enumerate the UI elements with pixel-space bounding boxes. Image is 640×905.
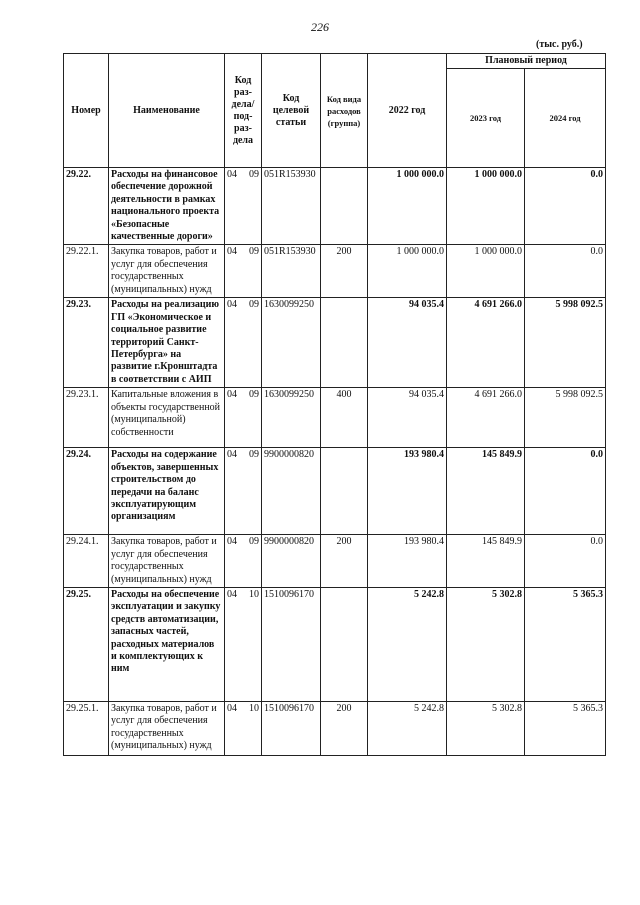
row-razdel-code: 04 [227, 588, 237, 600]
row-razdel [225, 388, 262, 448]
row-name: Расходы на финансовое обеспечение дорожной деятельности в рамках национального проекта «Безопасные качественные дороги» [109, 168, 225, 245]
row-name: Расходы на реализацию ГП «Экономическое и социальное развитие территорий Санкт-Петербурга» на развитие г.Кронштадта в соответствии с АИП [109, 298, 225, 388]
table-row [64, 168, 606, 245]
row-vid [321, 168, 368, 245]
row-name: Капитальные вложения в объекты государственной (муниципальной) собственности [109, 388, 225, 448]
header-year-2022: 2022 год [368, 54, 447, 168]
table-row [64, 298, 606, 388]
header-name: Наименование [109, 54, 225, 168]
row-razdel-code: 04 [227, 246, 237, 258]
row-name: Закупка товаров, работ и услуг для обеспечения государственных (муниципальных) нужд [109, 701, 225, 755]
row-2022: 193 980.4 [368, 535, 447, 588]
row-podrazdel-code: 10 [249, 588, 259, 600]
row-target: 9900000820 [262, 448, 321, 535]
row-target: 051R153930 [262, 245, 321, 298]
units-label: (тыс. руб.) [536, 39, 583, 50]
table-row [64, 587, 606, 701]
header-target: Код целевой статьи [262, 54, 321, 168]
row-number: 29.22. [64, 168, 109, 245]
row-2022: 5 242.8 [368, 587, 447, 701]
row-2023: 145 849.9 [447, 535, 525, 588]
row-podrazdel-code: 09 [249, 246, 259, 258]
row-podrazdel-code: 09 [249, 169, 259, 180]
row-2023: 5 302.8 [447, 701, 525, 755]
row-number: 29.23. [64, 298, 109, 388]
row-2024: 0.0 [525, 448, 606, 535]
row-vid: 200 [321, 245, 368, 298]
row-2023: 4 691 266.0 [447, 388, 525, 448]
row-2024: 0.0 [525, 535, 606, 588]
row-2024: 5 998 092.5 [525, 388, 606, 448]
row-razdel [225, 448, 262, 535]
header-nomer: Номер [64, 54, 109, 168]
row-target: 1510096170 [262, 701, 321, 755]
page-number: 226 [311, 20, 329, 34]
row-razdel [225, 168, 262, 245]
row-2022: 94 035.4 [368, 388, 447, 448]
row-2023: 5 302.8 [447, 587, 525, 701]
row-razdel [225, 535, 262, 588]
row-number: 29.22.1. [64, 245, 109, 298]
row-vid [321, 298, 368, 388]
table-body [64, 168, 606, 756]
row-podrazdel-code: 10 [249, 702, 259, 714]
row-2024: 5 998 092.5 [525, 298, 606, 388]
budget-table [63, 53, 606, 756]
row-2023: 1 000 000.0 [447, 245, 525, 298]
row-number: 29.25.1. [64, 701, 109, 755]
row-razdel-code: 04 [227, 389, 237, 401]
row-2022: 1 000 000.0 [368, 168, 447, 245]
row-razdel-code: 04 [227, 449, 237, 461]
row-2024: 5 365.3 [525, 701, 606, 755]
header-year-2023: 2023 год [447, 69, 525, 168]
row-razdel [225, 701, 262, 755]
table-row [64, 701, 606, 755]
row-target: 9900000820 [262, 535, 321, 588]
row-target: 1630099250 [262, 388, 321, 448]
row-podrazdel-code: 09 [249, 536, 259, 548]
row-name: Расходы на обеспечение эксплуатации и закупку средств автоматизации, запасных частей, расходных материалов и комплектующих к ним [109, 587, 225, 701]
row-razdel-code: 04 [227, 702, 237, 714]
row-2024: 5 365.3 [525, 587, 606, 701]
row-target: 051R153930 [262, 168, 321, 245]
row-name: Закупка товаров, работ и услуг для обеспечения государственных (муниципальных) нужд [109, 245, 225, 298]
row-2022: 5 242.8 [368, 701, 447, 755]
table-row [64, 245, 606, 298]
table-row [64, 535, 606, 588]
row-vid: 200 [321, 535, 368, 588]
row-podrazdel-code: 09 [249, 449, 259, 461]
row-2022: 1 000 000.0 [368, 245, 447, 298]
row-razdel-code: 04 [227, 536, 237, 548]
header-vid: Код вида расходов (группа) [321, 54, 368, 168]
row-podrazdel-code: 09 [249, 299, 259, 311]
row-razdel-code: 04 [227, 169, 237, 180]
row-vid: 200 [321, 701, 368, 755]
header-planned-period: Плановый период [447, 54, 606, 69]
row-vid: 400 [321, 388, 368, 448]
row-target: 1630099250 [262, 298, 321, 388]
row-razdel [225, 245, 262, 298]
row-2023: 145 849.9 [447, 448, 525, 535]
row-2023: 1 000 000.0 [447, 168, 525, 245]
table-row [64, 388, 606, 448]
row-vid [321, 587, 368, 701]
row-number: 29.25. [64, 587, 109, 701]
row-2023: 4 691 266.0 [447, 298, 525, 388]
header-year-2024: 2024 год [525, 69, 606, 168]
row-number: 29.23.1. [64, 388, 109, 448]
row-name: Расходы на содержание объектов, завершенных строительством до передачи на баланс эксплуатирующим организациям [109, 448, 225, 535]
row-number: 29.24. [64, 448, 109, 535]
row-razdel [225, 298, 262, 388]
row-razdel-code: 04 [227, 299, 237, 311]
row-2022: 94 035.4 [368, 298, 447, 388]
row-2024: 0.0 [525, 168, 606, 245]
row-2024: 0.0 [525, 245, 606, 298]
row-name: Закупка товаров, работ и услуг для обеспечения государственных (муниципальных) нужд [109, 535, 225, 588]
row-target: 1510096170 [262, 587, 321, 701]
row-razdel [225, 587, 262, 701]
header-razdel: Код раз-дела/ под-раз-дела [225, 54, 262, 168]
table-row [64, 448, 606, 535]
row-podrazdel-code: 09 [249, 389, 259, 401]
row-2022: 193 980.4 [368, 448, 447, 535]
row-number: 29.24.1. [64, 535, 109, 588]
row-vid [321, 448, 368, 535]
